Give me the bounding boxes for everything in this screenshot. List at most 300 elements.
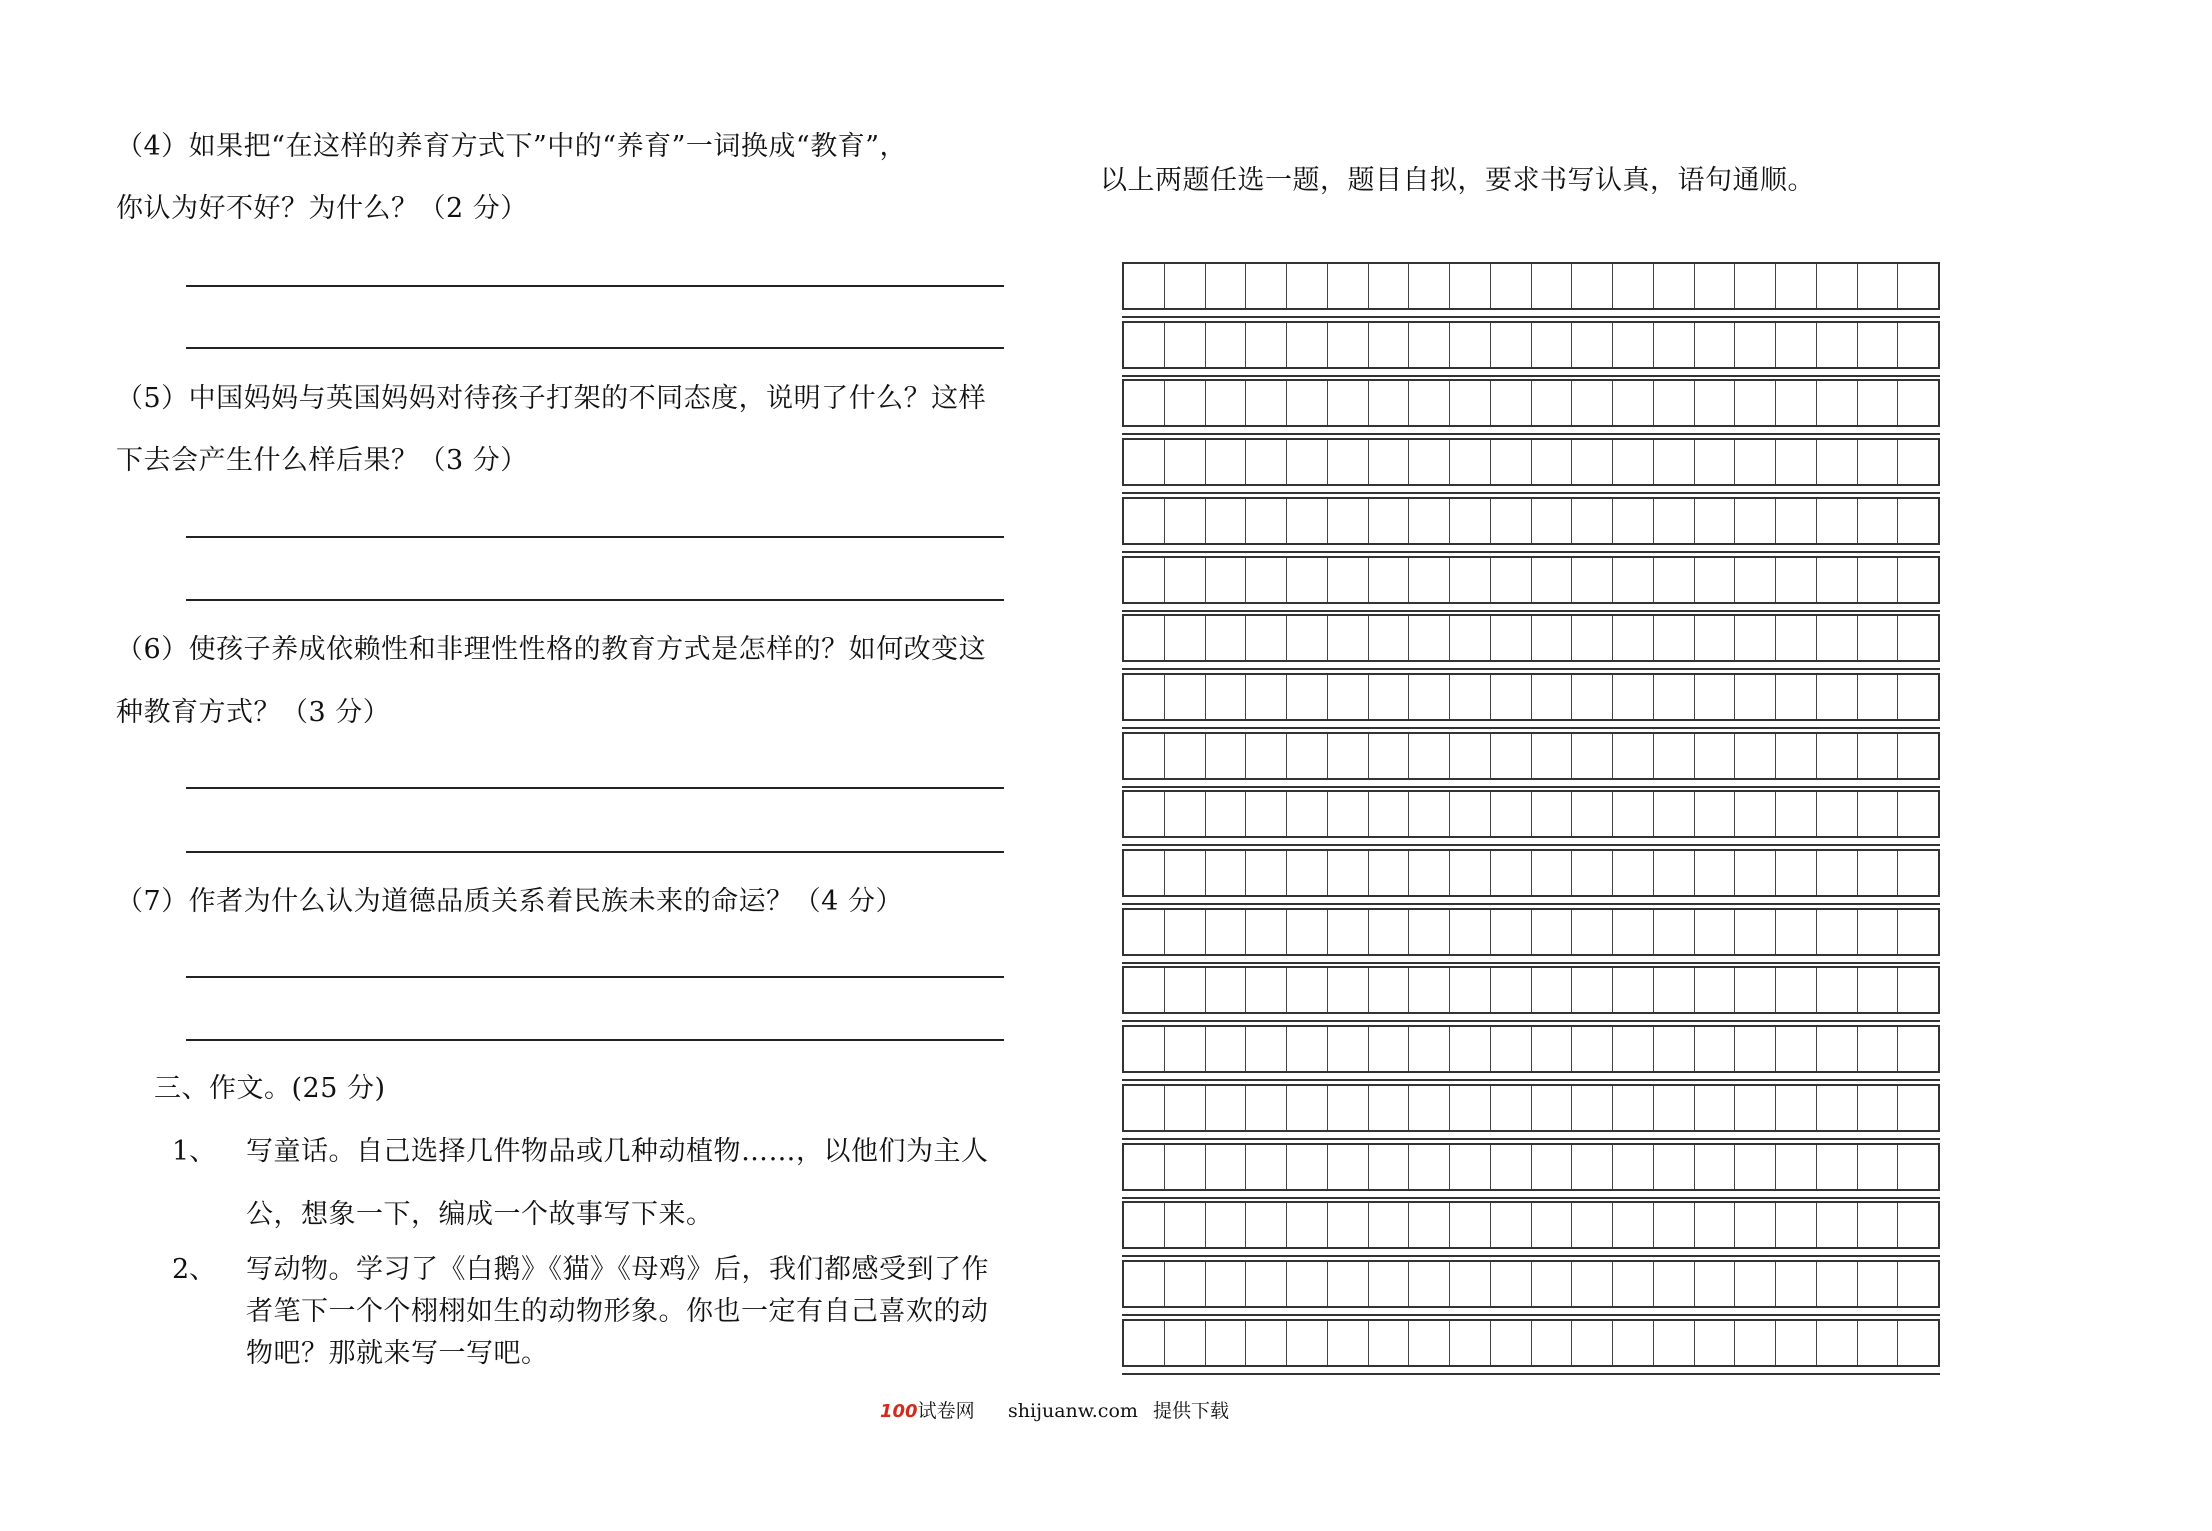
grid-cell[interactable] [1165,734,1206,778]
grid-cell[interactable] [1124,792,1165,836]
grid-cell[interactable] [1328,323,1369,367]
grid-cell[interactable] [1898,1203,1938,1247]
grid-cell[interactable] [1613,499,1654,543]
grid-cell[interactable] [1776,792,1817,836]
grid-cell[interactable] [1287,1027,1328,1071]
grid-cell[interactable] [1491,381,1532,425]
grid-cell[interactable] [1817,792,1858,836]
grid-cell[interactable] [1735,1262,1776,1306]
grid-cell[interactable] [1246,1262,1287,1306]
grid-cell[interactable] [1858,1262,1899,1306]
grid-cell[interactable] [1817,968,1858,1012]
grid-cell[interactable] [1124,264,1165,308]
grid-cell[interactable] [1409,558,1450,602]
grid-cell[interactable] [1450,734,1491,778]
grid-cell[interactable] [1817,851,1858,895]
grid-cell[interactable] [1409,440,1450,484]
grid-cell[interactable] [1165,616,1206,660]
grid-cell[interactable] [1206,968,1247,1012]
grid-cell[interactable] [1369,1321,1410,1365]
grid-cell[interactable] [1654,734,1695,778]
grid-cell[interactable] [1817,734,1858,778]
grid-cell[interactable] [1776,851,1817,895]
grid-cell[interactable] [1328,1321,1369,1365]
grid-cell[interactable] [1206,264,1247,308]
grid-cell[interactable] [1165,675,1206,719]
grid-cell[interactable] [1776,323,1817,367]
grid-cell[interactable] [1735,616,1776,660]
grid-cell[interactable] [1735,910,1776,954]
grid-cell[interactable] [1572,1203,1613,1247]
grid-cell[interactable] [1858,734,1899,778]
grid-cell[interactable] [1858,323,1899,367]
grid-cell[interactable] [1409,734,1450,778]
grid-cell[interactable] [1246,558,1287,602]
answer-line-q5-1[interactable] [186,536,1004,538]
grid-cell[interactable] [1613,440,1654,484]
grid-cell[interactable] [1695,1262,1736,1306]
grid-row[interactable] [1122,673,1940,721]
grid-cell[interactable] [1532,734,1573,778]
grid-cell[interactable] [1246,499,1287,543]
grid-cell[interactable] [1858,1027,1899,1071]
grid-cell[interactable] [1328,1027,1369,1071]
answer-line-q4-2[interactable] [186,347,1004,349]
grid-cell[interactable] [1735,499,1776,543]
grid-row[interactable] [1122,1084,1940,1132]
grid-cell[interactable] [1613,734,1654,778]
grid-cell[interactable] [1206,1321,1247,1365]
grid-cell[interactable] [1287,381,1328,425]
grid-cell[interactable] [1491,1262,1532,1306]
grid-cell[interactable] [1246,1145,1287,1189]
grid-cell[interactable] [1532,440,1573,484]
grid-cell[interactable] [1246,968,1287,1012]
grid-cell[interactable] [1817,264,1858,308]
grid-cell[interactable] [1858,381,1899,425]
grid-cell[interactable] [1491,1145,1532,1189]
grid-cell[interactable] [1858,910,1899,954]
grid-cell[interactable] [1898,323,1938,367]
grid-cell[interactable] [1124,1262,1165,1306]
grid-cell[interactable] [1695,734,1736,778]
grid-cell[interactable] [1206,1145,1247,1189]
grid-cell[interactable] [1654,1027,1695,1071]
grid-cell[interactable] [1776,1027,1817,1071]
grid-cell[interactable] [1572,1321,1613,1365]
grid-cell[interactable] [1735,675,1776,719]
grid-cell[interactable] [1491,734,1532,778]
grid-cell[interactable] [1165,1027,1206,1071]
grid-cell[interactable] [1532,910,1573,954]
grid-cell[interactable] [1817,1203,1858,1247]
grid-cell[interactable] [1858,792,1899,836]
grid-cell[interactable] [1369,616,1410,660]
grid-cell[interactable] [1532,1086,1573,1130]
grid-cell[interactable] [1898,616,1938,660]
grid-cell[interactable] [1898,1027,1938,1071]
grid-cell[interactable] [1898,734,1938,778]
grid-cell[interactable] [1450,381,1491,425]
grid-cell[interactable] [1695,381,1736,425]
grid-cell[interactable] [1532,675,1573,719]
grid-cell[interactable] [1654,1262,1695,1306]
grid-cell[interactable] [1695,851,1736,895]
grid-cell[interactable] [1858,499,1899,543]
grid-cell[interactable] [1532,616,1573,660]
grid-cell[interactable] [1287,792,1328,836]
grid-cell[interactable] [1409,1321,1450,1365]
grid-cell[interactable] [1450,1027,1491,1071]
grid-cell[interactable] [1613,792,1654,836]
grid-cell[interactable] [1369,851,1410,895]
grid-cell[interactable] [1817,440,1858,484]
grid-cell[interactable] [1776,968,1817,1012]
answer-line-q6-2[interactable] [186,851,1004,853]
answer-line-q6-1[interactable] [186,787,1004,789]
grid-cell[interactable] [1735,968,1776,1012]
grid-cell[interactable] [1409,264,1450,308]
grid-cell[interactable] [1817,1262,1858,1306]
grid-cell[interactable] [1328,499,1369,543]
grid-cell[interactable] [1817,675,1858,719]
grid-cell[interactable] [1450,616,1491,660]
grid-cell[interactable] [1165,381,1206,425]
grid-cell[interactable] [1613,675,1654,719]
grid-cell[interactable] [1858,968,1899,1012]
grid-cell[interactable] [1735,264,1776,308]
grid-cell[interactable] [1776,1203,1817,1247]
grid-cell[interactable] [1735,1321,1776,1365]
grid-cell[interactable] [1613,910,1654,954]
grid-cell[interactable] [1246,792,1287,836]
grid-cell[interactable] [1532,558,1573,602]
grid-cell[interactable] [1369,264,1410,308]
answer-line-q7-1[interactable] [186,976,1004,978]
grid-cell[interactable] [1206,558,1247,602]
grid-cell[interactable] [1328,851,1369,895]
grid-cell[interactable] [1246,675,1287,719]
grid-cell[interactable] [1572,616,1613,660]
grid-cell[interactable] [1695,1321,1736,1365]
grid-cell[interactable] [1206,1203,1247,1247]
grid-cell[interactable] [1735,1203,1776,1247]
grid-cell[interactable] [1409,1086,1450,1130]
grid-cell[interactable] [1246,1321,1287,1365]
grid-cell[interactable] [1491,499,1532,543]
grid-cell[interactable] [1776,440,1817,484]
grid-cell[interactable] [1287,558,1328,602]
grid-cell[interactable] [1735,1145,1776,1189]
grid-cell[interactable] [1613,1027,1654,1071]
grid-cell[interactable] [1491,1203,1532,1247]
grid-cell[interactable] [1572,968,1613,1012]
grid-cell[interactable] [1695,1203,1736,1247]
grid-cell[interactable] [1287,1145,1328,1189]
grid-cell[interactable] [1654,1086,1695,1130]
grid-cell[interactable] [1695,1027,1736,1071]
grid-cell[interactable] [1898,1145,1938,1189]
grid-cell[interactable] [1532,499,1573,543]
grid-cell[interactable] [1817,1145,1858,1189]
grid-cell[interactable] [1124,734,1165,778]
grid-cell[interactable] [1572,792,1613,836]
grid-cell[interactable] [1776,264,1817,308]
grid-cell[interactable] [1735,1086,1776,1130]
grid-cell[interactable] [1206,499,1247,543]
grid-cell[interactable] [1735,851,1776,895]
grid-row[interactable] [1122,1319,1940,1367]
grid-cell[interactable] [1206,851,1247,895]
grid-cell[interactable] [1450,1321,1491,1365]
grid-cell[interactable] [1572,499,1613,543]
grid-cell[interactable] [1450,440,1491,484]
grid-cell[interactable] [1165,910,1206,954]
grid-cell[interactable] [1409,616,1450,660]
grid-cell[interactable] [1450,499,1491,543]
grid-cell[interactable] [1532,968,1573,1012]
grid-cell[interactable] [1817,616,1858,660]
grid-cell[interactable] [1206,792,1247,836]
grid-cell[interactable] [1776,1321,1817,1365]
grid-cell[interactable] [1572,381,1613,425]
grid-cell[interactable] [1246,264,1287,308]
grid-cell[interactable] [1369,1203,1410,1247]
grid-cell[interactable] [1409,1262,1450,1306]
answer-line-q7-2[interactable] [186,1039,1004,1041]
grid-cell[interactable] [1206,910,1247,954]
grid-cell[interactable] [1165,264,1206,308]
grid-cell[interactable] [1858,616,1899,660]
grid-cell[interactable] [1776,499,1817,543]
grid-cell[interactable] [1409,499,1450,543]
grid-cell[interactable] [1532,1203,1573,1247]
grid-cell[interactable] [1572,1262,1613,1306]
grid-cell[interactable] [1409,1203,1450,1247]
grid-cell[interactable] [1654,968,1695,1012]
grid-cell[interactable] [1817,558,1858,602]
grid-cell[interactable] [1287,264,1328,308]
grid-cell[interactable] [1532,381,1573,425]
grid-cell[interactable] [1369,440,1410,484]
grid-cell[interactable] [1858,1145,1899,1189]
grid-cell[interactable] [1817,1027,1858,1071]
grid-cell[interactable] [1450,851,1491,895]
grid-cell[interactable] [1776,381,1817,425]
grid-cell[interactable] [1409,792,1450,836]
grid-cell[interactable] [1654,323,1695,367]
grid-cell[interactable] [1246,440,1287,484]
grid-cell[interactable] [1898,851,1938,895]
grid-cell[interactable] [1124,499,1165,543]
grid-cell[interactable] [1695,1086,1736,1130]
grid-cell[interactable] [1491,968,1532,1012]
grid-cell[interactable] [1776,616,1817,660]
grid-cell[interactable] [1613,1203,1654,1247]
grid-cell[interactable] [1735,734,1776,778]
grid-cell[interactable] [1369,675,1410,719]
grid-cell[interactable] [1898,1262,1938,1306]
grid-cell[interactable] [1409,323,1450,367]
grid-cell[interactable] [1287,734,1328,778]
grid-cell[interactable] [1898,264,1938,308]
grid-row[interactable] [1122,966,1940,1014]
grid-cell[interactable] [1572,1027,1613,1071]
grid-cell[interactable] [1124,1321,1165,1365]
grid-cell[interactable] [1735,558,1776,602]
grid-row[interactable] [1122,556,1940,604]
grid-cell[interactable] [1572,440,1613,484]
site-domain[interactable]: shijuanw.com [1008,1400,1138,1422]
grid-cell[interactable] [1817,499,1858,543]
grid-cell[interactable] [1613,1086,1654,1130]
grid-cell[interactable] [1328,616,1369,660]
grid-cell[interactable] [1491,440,1532,484]
grid-cell[interactable] [1369,558,1410,602]
grid-cell[interactable] [1328,792,1369,836]
grid-cell[interactable] [1491,558,1532,602]
grid-cell[interactable] [1735,440,1776,484]
grid-cell[interactable] [1695,968,1736,1012]
grid-row[interactable] [1122,790,1940,838]
grid-cell[interactable] [1124,1145,1165,1189]
grid-cell[interactable] [1613,264,1654,308]
grid-cell[interactable] [1246,734,1287,778]
grid-cell[interactable] [1898,792,1938,836]
grid-cell[interactable] [1491,264,1532,308]
grid-cell[interactable] [1572,734,1613,778]
grid-cell[interactable] [1287,499,1328,543]
grid-cell[interactable] [1695,792,1736,836]
grid-cell[interactable] [1532,851,1573,895]
grid-cell[interactable] [1165,1086,1206,1130]
grid-cell[interactable] [1328,1203,1369,1247]
grid-cell[interactable] [1776,734,1817,778]
grid-row[interactable] [1122,1025,1940,1073]
grid-cell[interactable] [1695,1145,1736,1189]
grid-cell[interactable] [1369,1027,1410,1071]
grid-cell[interactable] [1369,734,1410,778]
answer-line-q4-1[interactable] [186,285,1004,287]
grid-cell[interactable] [1369,1086,1410,1130]
grid-row[interactable] [1122,497,1940,545]
grid-cell[interactable] [1776,910,1817,954]
grid-cell[interactable] [1613,1262,1654,1306]
grid-cell[interactable] [1898,675,1938,719]
grid-cell[interactable] [1654,1203,1695,1247]
grid-cell[interactable] [1165,851,1206,895]
grid-cell[interactable] [1858,558,1899,602]
grid-cell[interactable] [1450,1145,1491,1189]
grid-cell[interactable] [1124,440,1165,484]
grid-cell[interactable] [1695,558,1736,602]
grid-cell[interactable] [1287,1321,1328,1365]
grid-cell[interactable] [1898,1321,1938,1365]
grid-row[interactable] [1122,1260,1940,1308]
grid-cell[interactable] [1858,264,1899,308]
grid-cell[interactable] [1369,968,1410,1012]
grid-cell[interactable] [1817,1086,1858,1130]
grid-cell[interactable] [1409,381,1450,425]
grid-cell[interactable] [1206,323,1247,367]
grid-cell[interactable] [1328,910,1369,954]
grid-cell[interactable] [1817,910,1858,954]
grid-cell[interactable] [1328,1262,1369,1306]
grid-cell[interactable] [1369,1262,1410,1306]
grid-cell[interactable] [1206,675,1247,719]
grid-cell[interactable] [1695,499,1736,543]
grid-cell[interactable] [1898,1086,1938,1130]
grid-cell[interactable] [1450,1203,1491,1247]
grid-cell[interactable] [1898,968,1938,1012]
grid-cell[interactable] [1246,1086,1287,1130]
grid-cell[interactable] [1776,1262,1817,1306]
grid-cell[interactable] [1817,323,1858,367]
grid-cell[interactable] [1654,792,1695,836]
grid-cell[interactable] [1206,440,1247,484]
grid-cell[interactable] [1491,792,1532,836]
grid-cell[interactable] [1572,558,1613,602]
grid-cell[interactable] [1858,1086,1899,1130]
grid-cell[interactable] [1898,558,1938,602]
grid-cell[interactable] [1124,616,1165,660]
grid-row[interactable] [1122,379,1940,427]
grid-cell[interactable] [1287,616,1328,660]
grid-cell[interactable] [1572,910,1613,954]
grid-cell[interactable] [1369,499,1410,543]
grid-cell[interactable] [1328,968,1369,1012]
grid-cell[interactable] [1124,968,1165,1012]
grid-cell[interactable] [1491,1027,1532,1071]
grid-cell[interactable] [1124,910,1165,954]
grid-cell[interactable] [1858,1203,1899,1247]
grid-cell[interactable] [1613,323,1654,367]
grid-cell[interactable] [1165,1262,1206,1306]
grid-cell[interactable] [1165,499,1206,543]
grid-cell[interactable] [1206,1086,1247,1130]
grid-cell[interactable] [1124,1203,1165,1247]
grid-cell[interactable] [1572,675,1613,719]
grid-cell[interactable] [1246,616,1287,660]
grid-cell[interactable] [1613,558,1654,602]
grid-cell[interactable] [1654,675,1695,719]
grid-row[interactable] [1122,438,1940,486]
grid-cell[interactable] [1328,734,1369,778]
grid-cell[interactable] [1246,851,1287,895]
grid-cell[interactable] [1328,675,1369,719]
grid-cell[interactable] [1532,1262,1573,1306]
grid-cell[interactable] [1165,1203,1206,1247]
grid-row[interactable] [1122,1201,1940,1249]
grid-cell[interactable] [1654,616,1695,660]
grid-cell[interactable] [1206,381,1247,425]
grid-cell[interactable] [1450,792,1491,836]
grid-cell[interactable] [1450,264,1491,308]
grid-cell[interactable] [1695,616,1736,660]
grid-cell[interactable] [1491,1086,1532,1130]
grid-cell[interactable] [1165,323,1206,367]
grid-cell[interactable] [1613,616,1654,660]
grid-cell[interactable] [1735,792,1776,836]
grid-cell[interactable] [1165,440,1206,484]
grid-cell[interactable] [1776,1086,1817,1130]
grid-cell[interactable] [1450,1262,1491,1306]
grid-cell[interactable] [1328,264,1369,308]
grid-cell[interactable] [1369,323,1410,367]
grid-cell[interactable] [1124,381,1165,425]
grid-row[interactable] [1122,614,1940,662]
grid-row[interactable] [1122,1143,1940,1191]
